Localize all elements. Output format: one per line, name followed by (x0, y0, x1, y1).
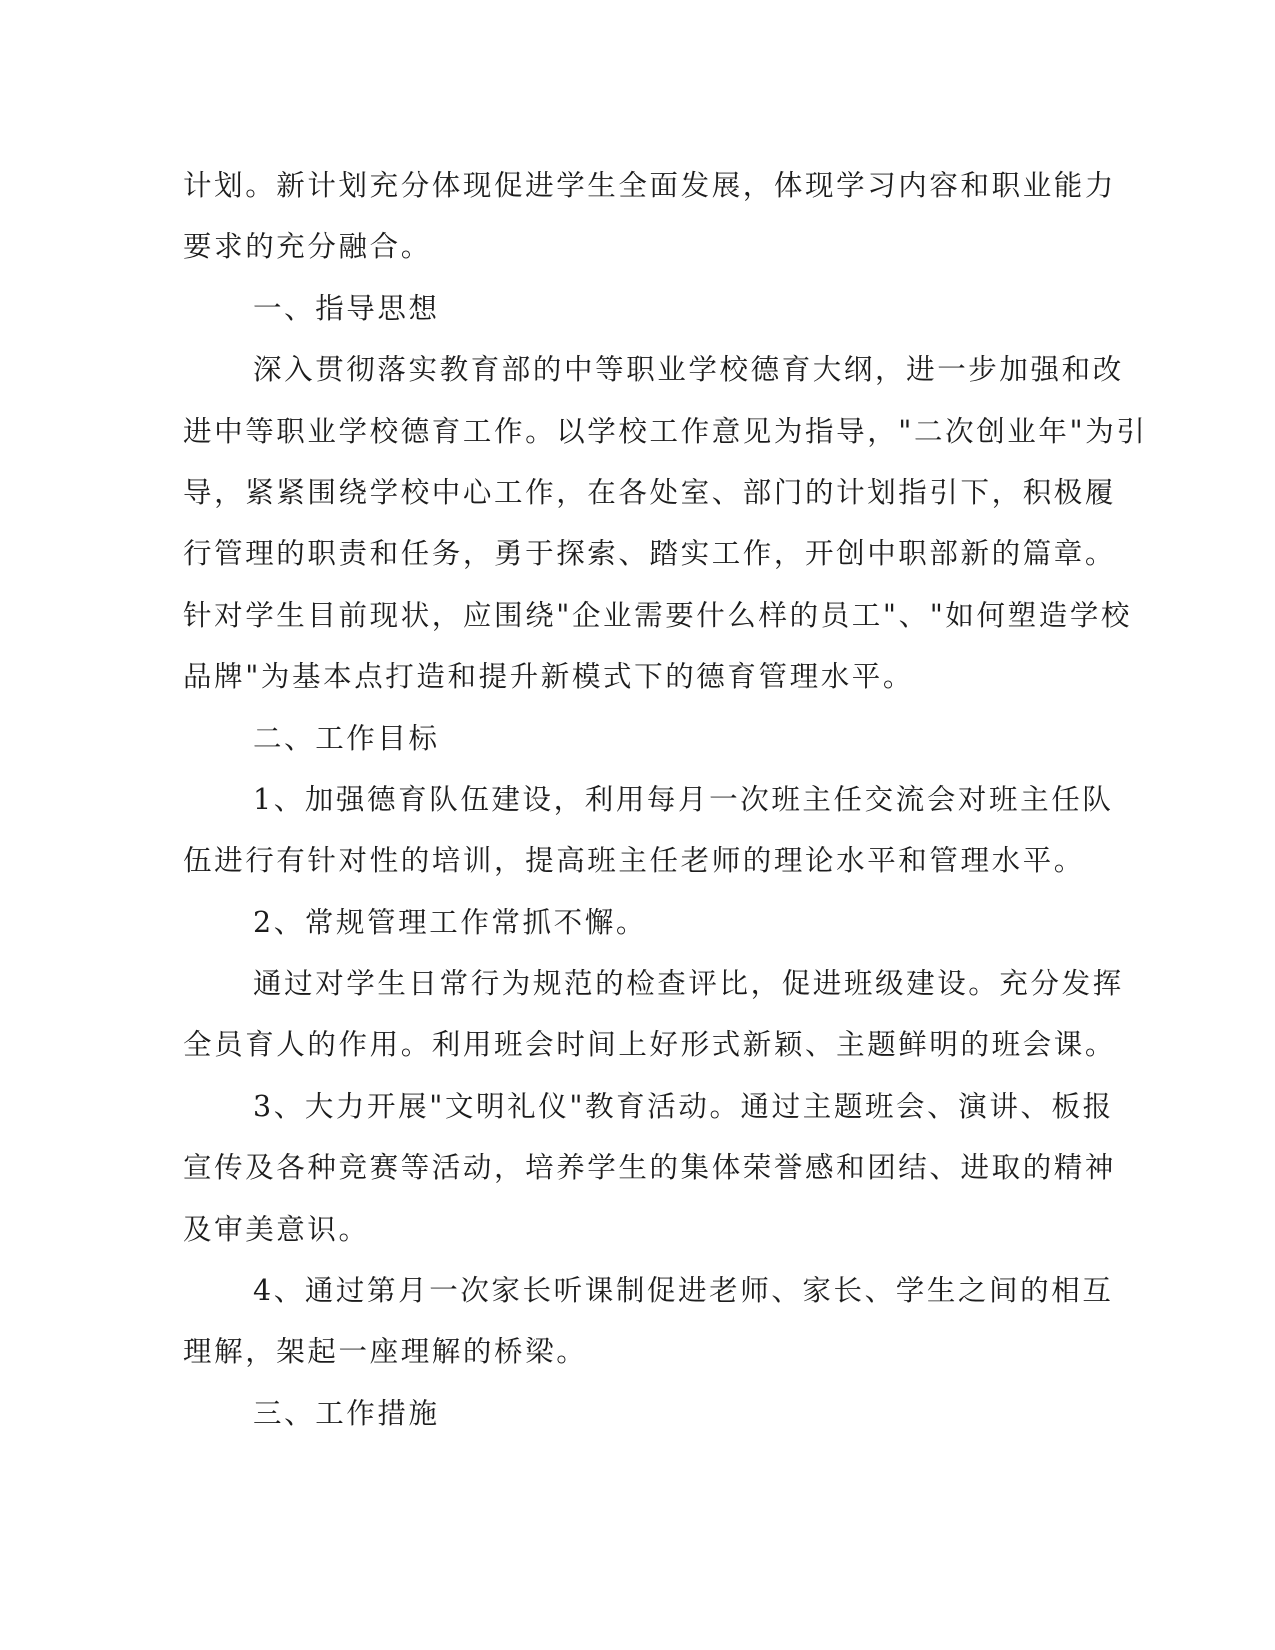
text-line: 针对学生目前现状，应围绕"企业需要什么样的员工"、"如何塑造学校 (183, 598, 1133, 632)
section-heading: 二、工作目标 (253, 721, 440, 755)
text-line: 导，紧紧围绕学校中心工作，在各处室、部门的计划指引下，积极履 (183, 475, 1117, 509)
text-line: 伍进行有针对性的培训，提高班主任老师的理论水平和管理水平。 (183, 844, 1085, 878)
text-line: 1、加强德育队伍建设，利用每月一次班主任交流会对班主任队 (253, 782, 1114, 816)
text-line: 4、通过第月一次家长听课制促进老师、家长、学生之间的相互 (253, 1274, 1114, 1308)
text-line: 理解，架起一座理解的桥梁。 (183, 1335, 588, 1369)
text-line: 2、常规管理工作常抓不懈。 (253, 905, 647, 939)
text-line: 行管理的职责和任务，勇于探索、踏实工作，开创中职部新的篇章。 (183, 537, 1117, 571)
text-line: 要求的充分融合。 (183, 230, 432, 264)
text-line: 宣传及各种竞赛等活动，培养学生的集体荣誉感和团结、进取的精神 (183, 1151, 1117, 1185)
section-heading: 三、工作措施 (253, 1396, 440, 1430)
text-line: 及审美意识。 (183, 1212, 370, 1246)
document-body (183, 155, 1148, 1444)
text-line: 3、大力开展"文明礼仪"教育活动。通过主题班会、演讲、板报 (253, 1089, 1114, 1123)
text-line: 深入贯彻落实教育部的中等职业学校德育大纲，进一步加强和改 (253, 353, 1124, 387)
text-line: 通过对学生日常行为规范的检查评比，促进班级建设。充分发挥 (253, 967, 1124, 1001)
text-line: 品牌"为基本点打造和提升新模式下的德育管理水平。 (183, 660, 915, 694)
text-line: 全员育人的作用。利用班会时间上好形式新颖、主题鲜明的班会课。 (183, 1028, 1117, 1062)
text-line: 计划。新计划充分体现促进学生全面发展，体现学习内容和职业能力 (183, 169, 1117, 202)
text-line: 进中等职业学校德育工作。以学校工作意见为指导，"二次创业年"为引 (183, 414, 1148, 448)
section-heading: 一、指导思想 (253, 291, 440, 325)
